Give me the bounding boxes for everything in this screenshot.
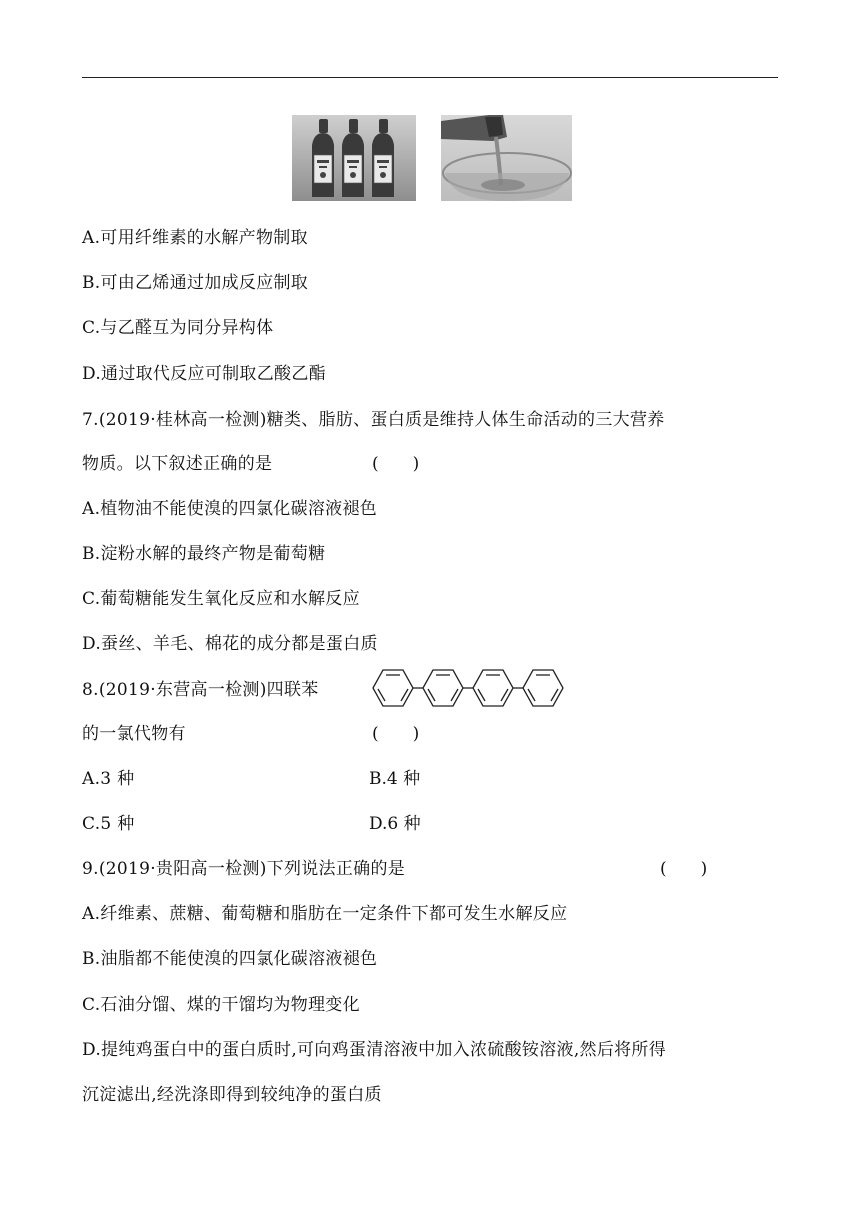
q7-option-d: D.蚕丝、羊毛、棉花的成分都是蛋白质 [82,634,378,654]
q7-option-c: C.葡萄糖能发生氧化反应和水解反应 [82,589,360,609]
q7-option-b: B.淀粉水解的最终产物是葡萄糖 [82,544,326,564]
q8-option-b: B.4 种 [369,769,421,789]
q9-option-d-line-1: D.提纯鸡蛋白中的蛋白质时,可向鸡蛋清溶液中加入浓硫酸铵溶液,然后将所得 [82,1040,667,1060]
q9-option-d-line-2: 沉淀滤出,经洗涤即得到较纯净的蛋白质 [82,1085,382,1105]
q9-stem: 9.(2019·贵阳高一检测)下列说法正确的是 [82,859,406,879]
q8-option-a: A.3 种 [82,769,135,789]
q6-option-a: A.可用纤维素的水解产物制取 [82,228,308,248]
q9-answer-blank: ( ) [660,859,708,879]
q6-option-c: C.与乙醛互为同分异构体 [82,318,274,338]
q8-answer-blank: ( ) [372,724,420,744]
header-rule [82,77,778,78]
q7-stem-line-1: 7.(2019·桂林高一检测)糖类、脂肪、蛋白质是维持人体生命活动的三大营养 [82,410,665,430]
q6-option-d: D.通过取代反应可制取乙酸乙酯 [82,364,326,384]
q8-stem-line-2: 的一氯代物有 [82,724,186,744]
quaterphenyl-structure [371,664,567,712]
q9-option-b: B.油脂都不能使溴的四氯化碳溶液褪色 [82,949,378,969]
vinegar-bottles-photo [292,115,416,201]
q8-stem-line-1: 8.(2019·东营高一检测)四联苯 [82,680,319,700]
q9-option-c: C.石油分馏、煤的干馏均为物理变化 [82,995,360,1015]
q7-stem-line-2: 物质。以下叙述正确的是 [82,454,273,474]
q7-option-a: A.植物油不能使溴的四氯化碳溶液褪色 [82,499,378,519]
q9-option-a: A.纤维素、蔗糖、葡萄糖和脂肪在一定条件下都可发生水解反应 [82,904,568,924]
q6-option-b: B.可由乙烯通过加成反应制取 [82,273,309,293]
q8-option-d: D.6 种 [369,814,421,834]
q8-option-c: C.5 种 [82,814,135,834]
pouring-liquid-photo [441,115,572,201]
q7-answer-blank: ( ) [372,454,420,474]
